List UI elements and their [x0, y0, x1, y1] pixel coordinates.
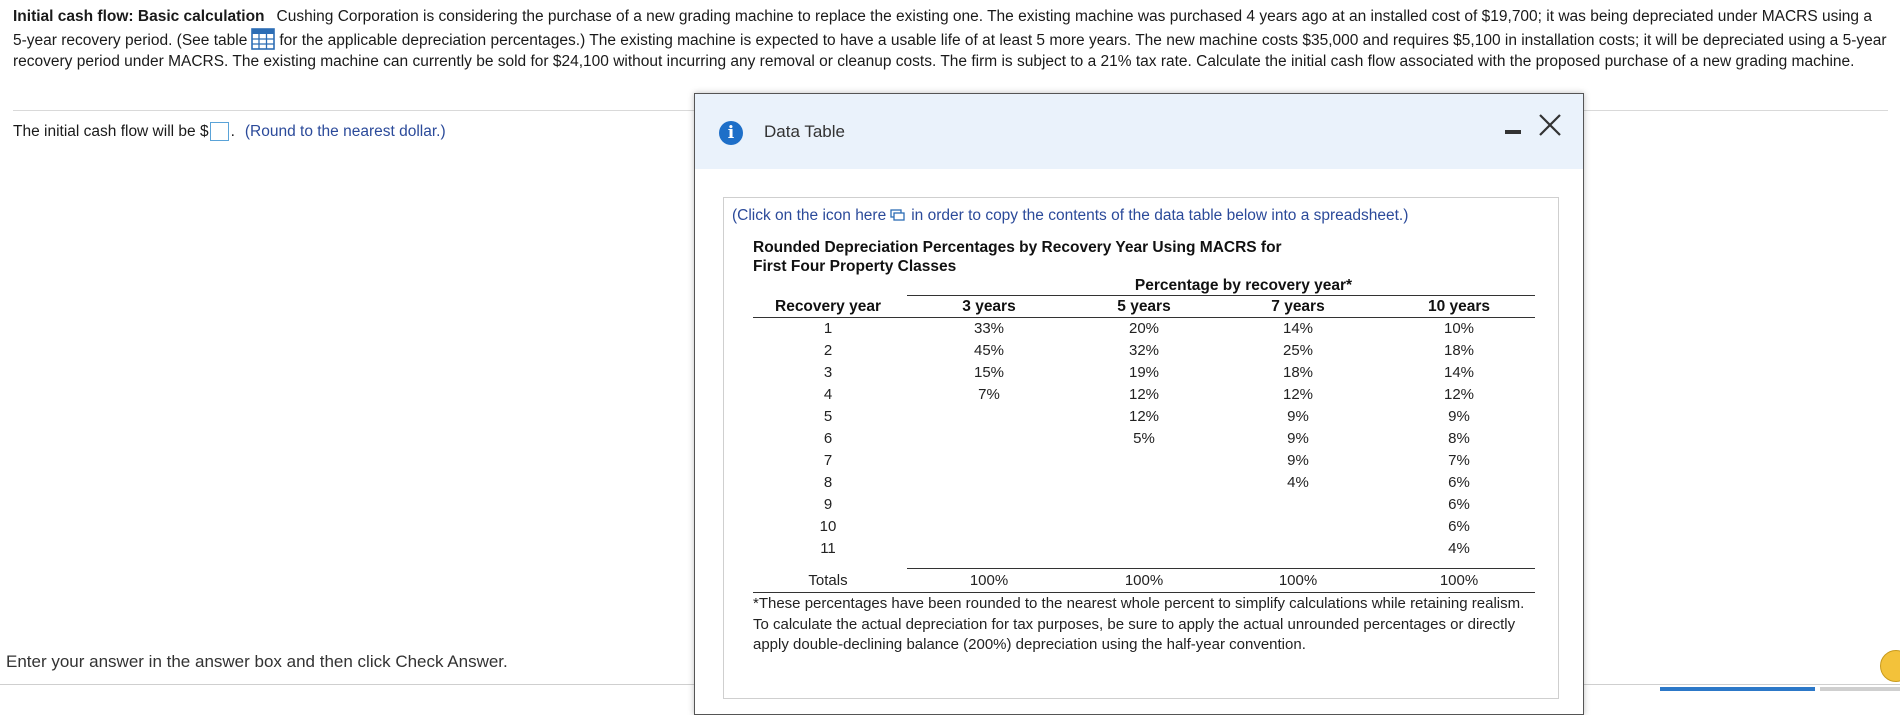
totals-rule: [907, 568, 1535, 569]
table-cell-percentage: [1069, 494, 1219, 516]
table-cell-percentage: 18%: [1282, 364, 1314, 381]
table-cell-recovery-year: 4: [823, 386, 833, 403]
column-header-recovery-year: Recovery year: [775, 298, 881, 315]
table-cell-percentage: [1223, 516, 1373, 538]
table-cell-percentage: 12%: [1128, 408, 1160, 425]
table-cell-percentage: 10%: [1443, 320, 1475, 337]
table-cell-percentage: 19%: [1128, 364, 1160, 381]
info-icon: i: [719, 121, 743, 145]
table-title-line2: First Four Property Classes: [753, 258, 957, 275]
table-cell-percentage: 12%: [1443, 386, 1475, 403]
table-cell-percentage: [1069, 538, 1219, 560]
column-header-5-years: 5 years: [1117, 298, 1171, 315]
table-cell-percentage: 12%: [1282, 386, 1314, 403]
totals-10-years: 100%: [1439, 572, 1479, 589]
copy-note: [732, 207, 1408, 225]
problem-subtitle: Basic calculation: [137, 8, 265, 25]
table-cell-percentage: [914, 538, 1064, 560]
table-cell-percentage: 14%: [1282, 320, 1314, 337]
table-cell-percentage: 33%: [973, 320, 1005, 337]
table-cell-percentage: 32%: [1128, 342, 1160, 359]
table-cell-percentage: 25%: [1282, 342, 1314, 359]
table-cell-percentage: 9%: [1448, 408, 1470, 425]
next-button[interactable]: [1820, 687, 1900, 691]
table-footnote: *These percentages have been rounded to the nearest whole percent to simplify calculations while retaining realism. To calculate the actual depreciation for tax purposes, be sure to apply the actual unrounded percentages or directly apply double-declining balance (200%) depreciation using the half-year convention.: [753, 595, 1525, 653]
data-table-dialog: [694, 93, 1584, 715]
answer-prefix: The initial cash flow will be $: [13, 122, 209, 140]
table-cell-percentage: [914, 472, 1064, 494]
help-button[interactable]: [1880, 650, 1900, 682]
table-cell-percentage: 7%: [978, 386, 1000, 403]
data-table-panel: [723, 197, 1559, 699]
table-cell-percentage: 7%: [1448, 452, 1470, 469]
problem-title: Initial cash flow:: [13, 8, 134, 25]
answer-input[interactable]: [210, 122, 229, 141]
table-cell-percentage: 20%: [1128, 320, 1160, 337]
table-cell-recovery-year: 3: [823, 364, 833, 381]
answer-hint: (Round to the nearest dollar.): [244, 122, 446, 140]
table-cell-recovery-year: 5: [823, 408, 833, 425]
table-cell-recovery-year: 6: [823, 430, 833, 447]
problem-statement: [13, 6, 1888, 73]
totals-5-years: 100%: [1124, 572, 1164, 589]
table-cell-percentage: 18%: [1443, 342, 1475, 359]
totals-7-years: 100%: [1278, 572, 1318, 589]
table-cell-percentage: [914, 406, 1064, 428]
totals-label: Totals: [808, 572, 848, 589]
table-cell-recovery-year: 8: [823, 474, 833, 491]
table-cell-recovery-year: 9: [823, 496, 833, 513]
table-cell-percentage: [914, 450, 1064, 472]
table-cell-percentage: [914, 494, 1064, 516]
copy-note-prefix: (Click on the icon here: [732, 207, 887, 224]
table-cell-percentage: 45%: [973, 342, 1005, 359]
table-cell-recovery-year: 11: [820, 540, 836, 557]
problem-text-part2: for the applicable depreciation percentages.) The existing machine is expected to have a usable life of at least 5 more years. The new machine costs $35,000 and requires $5,100 in installation costs; it will be depreciated using a 5-year recovery period under MACRS. The existing machine can currently be sold for $24,100 without incurring any removal or cleanup costs. The firm is subject to a 21% tax rate. Calculate the initial cash flow associated with the proposed purchase of a new grading machine.: [13, 31, 1887, 70]
column-header-10-years: 10 years: [1427, 298, 1491, 315]
table-cell-percentage: 12%: [1128, 386, 1160, 403]
table-cell-percentage: 9%: [1287, 430, 1309, 447]
table-cell-percentage: [1069, 450, 1219, 472]
check-answer-button[interactable]: [1660, 687, 1815, 691]
copy-icon[interactable]: [890, 208, 905, 220]
table-cell-percentage: 4%: [1287, 474, 1309, 491]
totals-3-years: 100%: [969, 572, 1009, 589]
table-cell-percentage: [1223, 494, 1373, 516]
table-cell-percentage: 9%: [1287, 408, 1309, 425]
table-cell-percentage: 5%: [1133, 430, 1155, 447]
column-header-7-years: 7 years: [1271, 298, 1325, 315]
table-cell-percentage: 6%: [1448, 474, 1470, 491]
close-icon: [1537, 112, 1563, 138]
table-cell-percentage: [1069, 472, 1219, 494]
table-cell-percentage: 4%: [1448, 540, 1470, 557]
dialog-header: [695, 94, 1583, 169]
table-cell-recovery-year: 7: [823, 452, 833, 469]
table-icon[interactable]: [251, 28, 275, 50]
table-title-line1: Rounded Depreciation Percentages by Recovery Year Using MACRS for: [753, 239, 1282, 256]
table-cell-percentage: 6%: [1448, 518, 1470, 535]
table-cell-percentage: 6%: [1448, 496, 1470, 513]
minimize-button[interactable]: [1505, 130, 1521, 134]
dialog-title: Data Table: [764, 122, 845, 141]
table-cell-percentage: [914, 428, 1064, 450]
table-cell-recovery-year: 1: [823, 320, 833, 337]
table-title: [753, 238, 1313, 276]
column-header-3-years: 3 years: [962, 298, 1016, 315]
close-button[interactable]: [1537, 112, 1563, 138]
table-cell-percentage: 8%: [1448, 430, 1470, 447]
copy-note-suffix: in order to copy the contents of the data table below into a spreadsheet.): [911, 207, 1409, 224]
table-cell-recovery-year: 2: [823, 342, 833, 359]
table-cell-percentage: [1069, 516, 1219, 538]
table-cell-percentage: 15%: [973, 364, 1005, 381]
percentage-header: Percentage by recovery year*: [1134, 277, 1353, 294]
problem-text-part1: Cushing Corporation is considering the purchase of a new grading machine to replace the existing one. The existing machine was purchased 4 years ago at an installed cost of $19,700; it was being depreciated under MACRS using a 5-year recovery period. (See table: [13, 8, 1872, 49]
table-cell-percentage: [1223, 538, 1373, 560]
footer-instruction: Enter your answer in the answer box and then click Check Answer.: [6, 652, 508, 671]
answer-suffix: .: [230, 122, 235, 140]
percentage-header-rule: [907, 295, 1535, 296]
table-cell-percentage: 14%: [1443, 364, 1475, 381]
totals-bottom-rule: [753, 592, 1535, 593]
answer-row: [13, 122, 446, 141]
table-cell-percentage: 9%: [1287, 452, 1309, 469]
table-cell-recovery-year: 10: [819, 518, 837, 535]
table-cell-percentage: [914, 516, 1064, 538]
